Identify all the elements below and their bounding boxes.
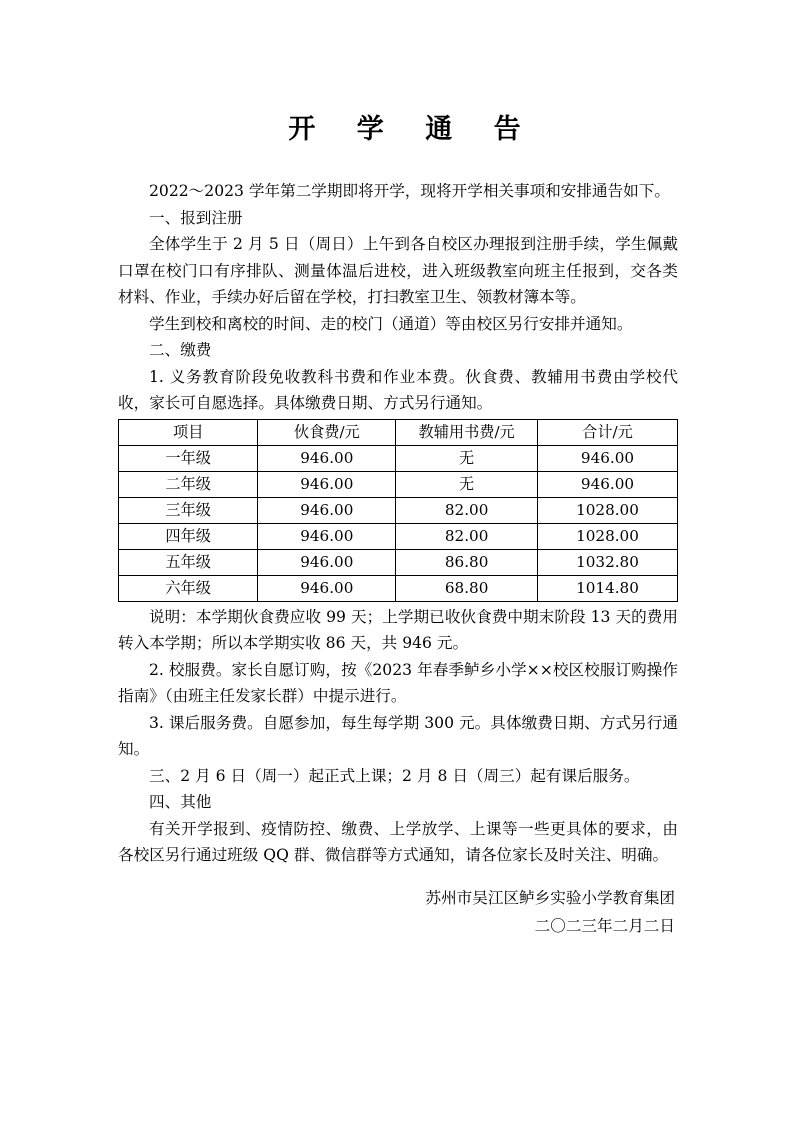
table-cell: 六年级 bbox=[119, 575, 258, 601]
table-row bbox=[119, 549, 678, 575]
issue-date: 二〇二三年二月二日 bbox=[534, 917, 675, 935]
fees-item-2: 2. 校服费。家长自愿订购，按《2023 年春季鲈乡小学××校区校服订购操作指南》（由班主任发家长群）中提示进行。 bbox=[118, 660, 678, 705]
table-cell: 四年级 bbox=[119, 523, 258, 549]
table-cell: 二年级 bbox=[119, 471, 258, 497]
other-paragraph: 有关开学报到、疫情防控、缴费、上学放学、上课等一些更具体的要求，由各校区另行通过班级 QQ 群、微信群等方式通知，请各位家长及时关注、明确。 bbox=[118, 819, 678, 864]
table-cell: 无 bbox=[396, 471, 538, 497]
issuing-organization: 苏州市吴江区鲈乡实验小学教育集团 bbox=[425, 889, 675, 907]
table-header-cell: 伙食费/元 bbox=[258, 419, 396, 445]
table-row bbox=[119, 497, 678, 523]
table-cell: 86.80 bbox=[396, 549, 538, 575]
table-cell: 946.00 bbox=[537, 471, 677, 497]
page-title: 开 学 通 告 bbox=[288, 114, 537, 145]
table-row bbox=[119, 471, 678, 497]
table-cell: 三年级 bbox=[119, 497, 258, 523]
table-cell: 五年级 bbox=[119, 549, 258, 575]
table-row bbox=[119, 575, 678, 601]
table-cell: 68.80 bbox=[396, 575, 538, 601]
section-heading-fees: 二、缴费 bbox=[149, 341, 212, 359]
table-cell: 1032.80 bbox=[537, 549, 677, 575]
table-cell: 一年级 bbox=[119, 445, 258, 471]
fees-note: 说明：本学期伙食费应收 99 天；上学期已收伙食费中期末阶段 13 天的费用转入本学期；所以本学期实收 86 天，共 946 元。 bbox=[118, 607, 678, 652]
table-header-cell: 教辅用书费/元 bbox=[396, 419, 538, 445]
registration-paragraph: 全体学生于 2 月 5 日（周日）上午到各自校区办理报到注册手续，学生佩戴口罩在校门口有序排队、测量体温后进校，进入班级教室向班主任报到，交各类材料、作业，手续办好后留在学校，打扫教室卫生、领教材簿本等。 bbox=[118, 235, 678, 306]
table-cell: 946.00 bbox=[537, 445, 677, 471]
table-cell: 1014.80 bbox=[537, 575, 677, 601]
table-cell: 82.00 bbox=[396, 523, 538, 549]
arrival-paragraph: 学生到校和离校的时间、走的校门（通道）等由校区另行安排并通知。 bbox=[149, 314, 633, 333]
table-cell: 946.00 bbox=[258, 549, 396, 575]
table-cell: 946.00 bbox=[258, 575, 396, 601]
table-header-cell: 项目 bbox=[119, 419, 258, 445]
section-heading-other: 四、其他 bbox=[149, 793, 212, 811]
table-row bbox=[119, 523, 678, 549]
table-cell: 1028.00 bbox=[537, 523, 677, 549]
table-cell: 946.00 bbox=[258, 523, 396, 549]
section-classes-start: 三、2 月 6 日（周一）起正式上课；2 月 8 日（周三）起有课后服务。 bbox=[149, 766, 640, 785]
table-cell: 无 bbox=[396, 445, 538, 471]
table-cell: 1028.00 bbox=[537, 497, 677, 523]
fees-item-3: 3. 课后服务费。自愿参加，每生每学期 300 元。具体缴费日期、方式另行通知。 bbox=[118, 713, 678, 758]
table-cell: 946.00 bbox=[258, 445, 396, 471]
table-header-row bbox=[119, 419, 678, 445]
fee-table bbox=[118, 419, 678, 602]
table-row bbox=[119, 445, 678, 471]
table-cell: 946.00 bbox=[258, 497, 396, 523]
table-header-cell: 合计/元 bbox=[537, 419, 677, 445]
intro-paragraph: 2022～2023 学年第二学期即将开学，现将开学相关事项和安排通告如下。 bbox=[149, 182, 670, 200]
signature-block bbox=[425, 884, 675, 940]
table-cell: 82.00 bbox=[396, 497, 538, 523]
fees-item-1: 1. 义务教育阶段免收教科书费和作业本费。伙食费、教辅用书费由学校代收，家长可自愿选择。具体缴费日期、方式另行通知。 bbox=[118, 367, 678, 412]
section-heading-registration: 一、报到注册 bbox=[149, 208, 243, 227]
table-cell: 946.00 bbox=[258, 471, 396, 497]
document-body bbox=[118, 178, 678, 869]
